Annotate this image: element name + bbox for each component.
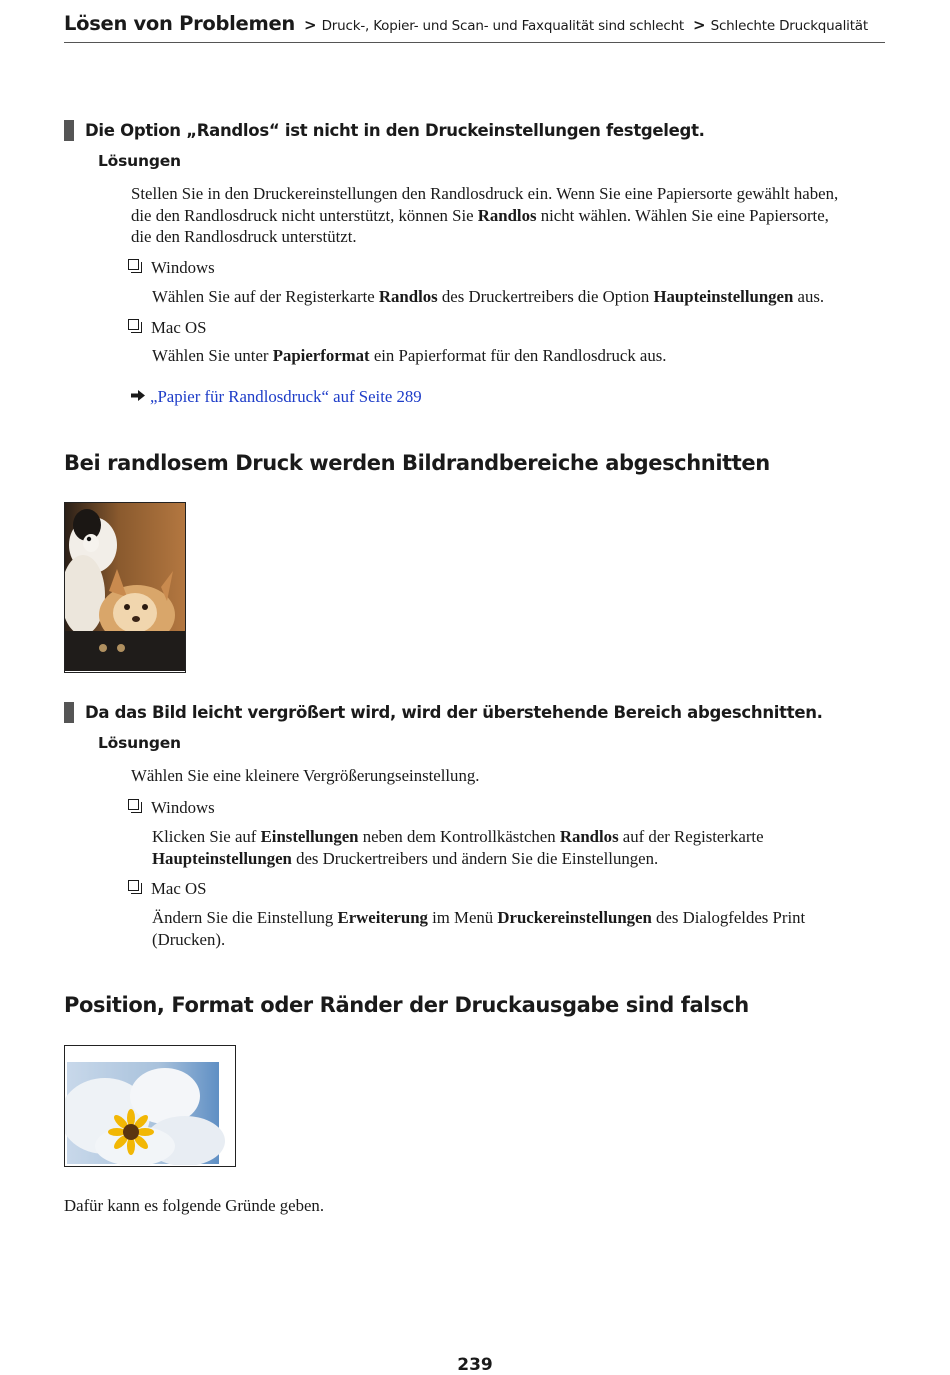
section-heading-randlos-option: [64, 119, 705, 141]
text-run: Wählen Sie unter: [152, 346, 273, 365]
instruction-line: (Drucken).: [152, 929, 226, 949]
section-heading-position-format: Position, Format oder Ränder der Druckausgabe sind falsch: [64, 993, 749, 1017]
text-run: Klicken Sie auf: [152, 827, 261, 846]
windows-instructions: [152, 286, 892, 308]
text-run: des Druckertreibers und ändern Sie die Einstellungen.: [291, 848, 659, 868]
right-arrow-icon: [131, 387, 147, 409]
section-heading-cropped-edges: Bei randlosem Druck werden Bildrandbereiche abgeschnitten: [64, 451, 770, 475]
mac-instructions: [152, 345, 892, 367]
link-borderless-paper[interactable]: „Papier für Randlosdruck“ auf Seite 289: [150, 387, 422, 406]
text-run: ein Papierformat für den Randlosdruck aus.: [369, 346, 667, 365]
bold-run: Papierformat: [272, 346, 370, 365]
windows-instructions: [152, 826, 892, 869]
bullet-label: Windows: [151, 798, 215, 817]
text-run: des Dialogfeldes Print: [651, 908, 806, 927]
bullet-label: Mac OS: [151, 879, 207, 898]
bullet-windows: [131, 797, 215, 819]
text-run: Wählen Sie auf der Registerkarte: [152, 287, 379, 306]
text-run: des Druckertreibers die Option: [437, 287, 654, 306]
breadcrumb: [64, 12, 885, 43]
text-run: auf der Registerkarte: [618, 827, 764, 846]
instruction-line: [152, 907, 892, 929]
cross-reference: [131, 386, 422, 409]
heading-bar: [64, 120, 74, 141]
intro-line: [131, 205, 891, 227]
intro-line: die den Randlosdruck unterstützt.: [131, 227, 357, 246]
bullet-mac-os: [131, 317, 206, 339]
dogs-photo: [64, 502, 186, 673]
breadcrumb-separator: >: [693, 16, 706, 34]
section2-intro: Wählen Sie eine kleinere Vergrößerungseinstellung.: [131, 766, 480, 785]
text-run: nicht wählen. Wählen Sie eine Papiersorte,: [536, 205, 829, 225]
text-run: im Menü: [427, 908, 498, 927]
breadcrumb-section: Druck-, Kopier- und Scan- und Faxqualität sind schlecht: [321, 18, 685, 34]
breadcrumb-page: Schlechte Druckqualität: [710, 18, 868, 34]
checkbox-bullet-icon: [131, 322, 142, 333]
sunflower-photo: [64, 1045, 236, 1167]
mac-instructions: [152, 907, 892, 950]
checkbox-bullet-icon: [131, 883, 142, 894]
page-number: 239: [457, 1355, 493, 1375]
bullet-label: Mac OS: [151, 318, 207, 337]
breadcrumb-separator: >: [304, 16, 317, 34]
text-run: neben dem Kontrollkästchen: [358, 827, 560, 846]
bullet-mac-os: [131, 878, 206, 900]
section3-intro: Dafür kann es folgende Gründe geben.: [64, 1196, 325, 1215]
bullet-windows: [131, 257, 215, 279]
heading-text: Die Option „Randlos“ ist nicht in den Druckeinstellungen festgelegt.: [85, 120, 705, 140]
checkbox-bullet-icon: [131, 262, 142, 273]
text-run: aus.: [793, 287, 825, 306]
bullet-label: Windows: [151, 258, 215, 277]
bold-run: Erweiterung: [337, 908, 428, 927]
bold-run: Druckereinstellungen: [497, 908, 652, 927]
instruction-line: [152, 848, 892, 870]
heading-text: Da das Bild leicht vergrößert wird, wird der überstehende Bereich abgeschnitten.: [85, 702, 823, 722]
breadcrumb-chapter: Lösen von Problemen: [64, 12, 296, 35]
solutions-label: Lösungen: [98, 734, 181, 752]
text-run: Ändern Sie die Einstellung: [152, 908, 338, 927]
text-run: die den Randlosdruck nicht unterstützt, können Sie: [131, 205, 478, 225]
bold-run: Haupteinstellungen: [152, 848, 292, 868]
bold-run: Randlos: [477, 205, 537, 225]
bold-run: Haupteinstellungen: [653, 287, 794, 306]
bold-run: Einstellungen: [260, 827, 359, 846]
section-heading-enlargement: [64, 701, 823, 723]
instruction-line: [152, 826, 892, 848]
checkbox-bullet-icon: [131, 802, 142, 813]
solutions-label: Lösungen: [98, 152, 181, 170]
intro-line: Stellen Sie in den Druckereinstellungen den Randlosdruck ein. Wenn Sie eine Papiersorte gewählt haben,: [131, 184, 839, 203]
bold-run: Randlos: [378, 287, 438, 306]
heading-bar: [64, 702, 74, 723]
bold-run: Randlos: [559, 827, 619, 846]
section1-intro: [131, 183, 891, 248]
